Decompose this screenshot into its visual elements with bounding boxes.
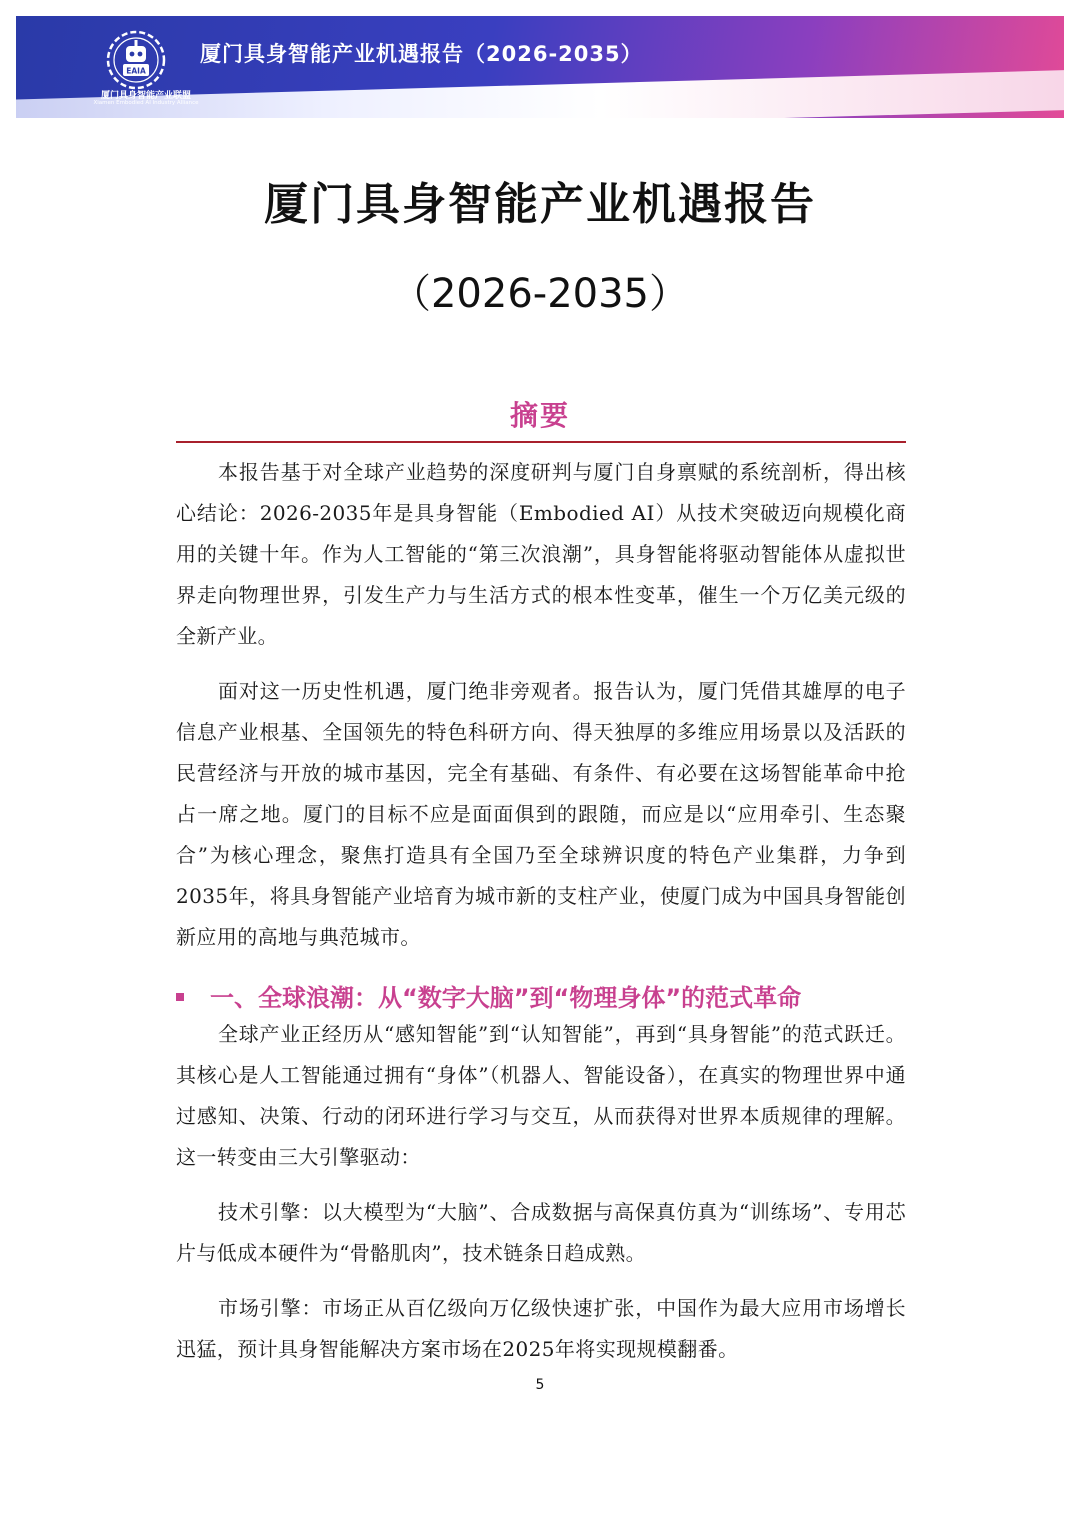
abstract-heading: 摘要 — [509, 399, 570, 432]
document-title: 厦门具身智能产业机遇报告 — [264, 179, 816, 230]
section-paragraph: 技术引擎：以大模型为“大脑”、合成数据与高保真仿真为“训练场”、专用芯片与低成本硬件为“骨骼肌肉”，技术链条日趋成熟。 — [176, 1200, 906, 1265]
page-number: 5 — [535, 1377, 545, 1393]
header-band — [16, 16, 1064, 118]
abstract-paragraph: 面对这一历史性机遇，厦门绝非旁观者。报告认为，厦门凭借其雄厚的电子信息产业根基、全国领先的特色科研方向、得天独厚的多维应用场景以及活跃的民营经济与开放的城市基因，完全有基础、有条件、有必要在这场智能革命中抢占一席之地。厦门的目标不应是面面俱到的跟随，而应是以“应用牵引、生态聚合”为核心理念，聚焦打造具有全国乃至全球辨识度的特色产业集群，力争到2035年，将具身智能产业培育为城市新的支柱产业，使厦门成为中国具身智能创新应用的高地与典范城市。 — [176, 679, 906, 949]
robot-globe-icon — [106, 30, 166, 90]
section-heading — [176, 978, 906, 1013]
section-heading-text: 一、全球浪潮：从“数字大脑”到“物理身体”的范式革命 — [210, 984, 802, 1012]
header-title: 厦门具身智能产业机遇报告（2026-2035） — [200, 42, 643, 66]
logo-name-en: Xiamen Embodied AI Industry Alliance — [93, 100, 199, 107]
logo-badge: EAIA — [126, 66, 146, 76]
alliance-logo — [76, 24, 216, 118]
document-subtitle: （2026-2035） — [390, 271, 690, 317]
square-bullet-icon — [176, 993, 184, 1001]
section-paragraph: 全球产业正经历从“感知智能”到“认知智能”，再到“具身智能”的范式跃迁。其核心是人工智能通过拥有“身体”（机器人、智能设备），在真实的物理世界中通过感知、决策、行动的闭环进行学习与交互，从而获得对世界本质规律的理解。这一转变由三大引擎驱动： — [176, 1022, 906, 1169]
logo-name-cn: 厦门具身智能产业联盟 — [100, 91, 191, 101]
section-paragraph: 市场引擎：市场正从百亿级向万亿级快速扩张，中国作为最大应用市场增长迅猛，预计具身智能解决方案市场在2025年将实现规模翻番。 — [176, 1296, 906, 1361]
abstract-paragraph: 本报告基于对全球产业趋势的深度研判与厦门自身禀赋的系统剖析，得出核心结论：2026-2035年是具身智能（Embodied AI）从技术突破迈向规模化商用的关键十年。作为人工智能的“第三次浪潮”，具身智能将驱动智能体从虚拟世界走向物理世界，引发生产力与生活方式的根本性变革，催生一个万亿美元级的全新产业。 — [176, 460, 906, 648]
abstract-divider — [176, 441, 906, 443]
